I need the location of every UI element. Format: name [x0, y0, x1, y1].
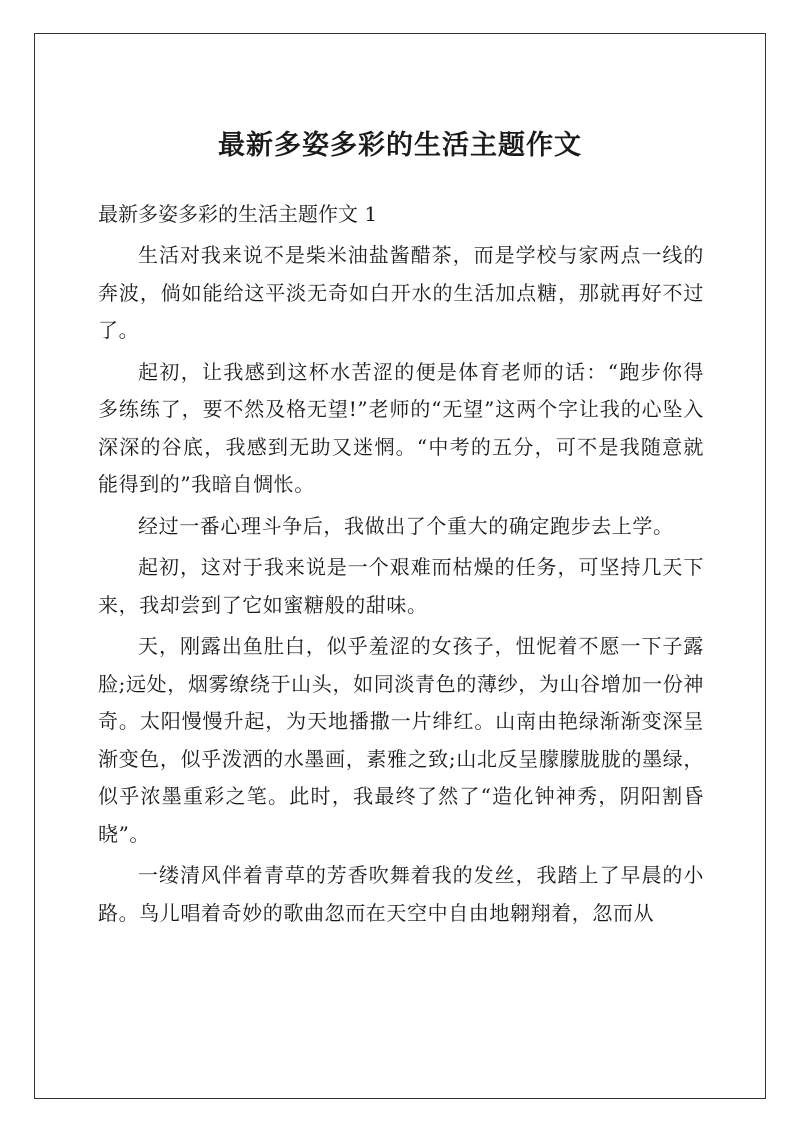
- document-body: [98, 196, 704, 932]
- paragraph-1: 生活对我来说不是柴米油盐酱醋茶，而是学校与家两点一线的奔波，倘如能给这平淡无奇如白开水的生活加点糖，那就再好不过了。: [98, 243, 704, 342]
- paragraph-4: 起初，这对于我来说是一个艰难而枯燥的任务，可坚持几天下来，我却尝到了它如蜜糖般的甜味。: [98, 555, 704, 617]
- section-heading: 最新多姿多彩的生活主题作文 1: [98, 202, 378, 226]
- document-title: 最新多姿多彩的生活主题作文: [218, 130, 582, 161]
- paragraph-2: 起初，让我感到这杯水苦涩的便是体育老师的话：“跑步你得多练练了，要不然及格无望!”老师的“无望”这两个字让我的心坠入深深的谷底，我感到无助又迷惘。“中考的五分，可不是我随意就能得到的”我暗自惆怅。: [98, 359, 704, 496]
- paragraph-6: 一缕清风伴着青草的芳香吹舞着我的发丝，我踏上了早晨的小路。鸟儿唱着奇妙的歌曲忽而在天空中自由地翱翔着，忽而从: [98, 863, 704, 925]
- paragraph-3: 经过一番心理斗争后，我做出了个重大的确定跑步去上学。: [138, 513, 674, 538]
- paragraph-5: 天，刚露出鱼肚白，似乎羞涩的女孩子，忸怩着不愿一下子露脸;远处，烟雾缭绕于山头，如同淡青色的薄纱，为山谷增加一份神奇。太阳慢慢升起，为天地播撒一片绯红。山南由艳绿渐渐变深呈渐变色，似乎泼洒的水墨画，素雅之致;山北反呈朦朦胧胧的墨绿，似乎浓墨重彩之笔。此时，我最终了然了“造化钟神秀，阴阳割昏晓”。: [98, 634, 704, 846]
